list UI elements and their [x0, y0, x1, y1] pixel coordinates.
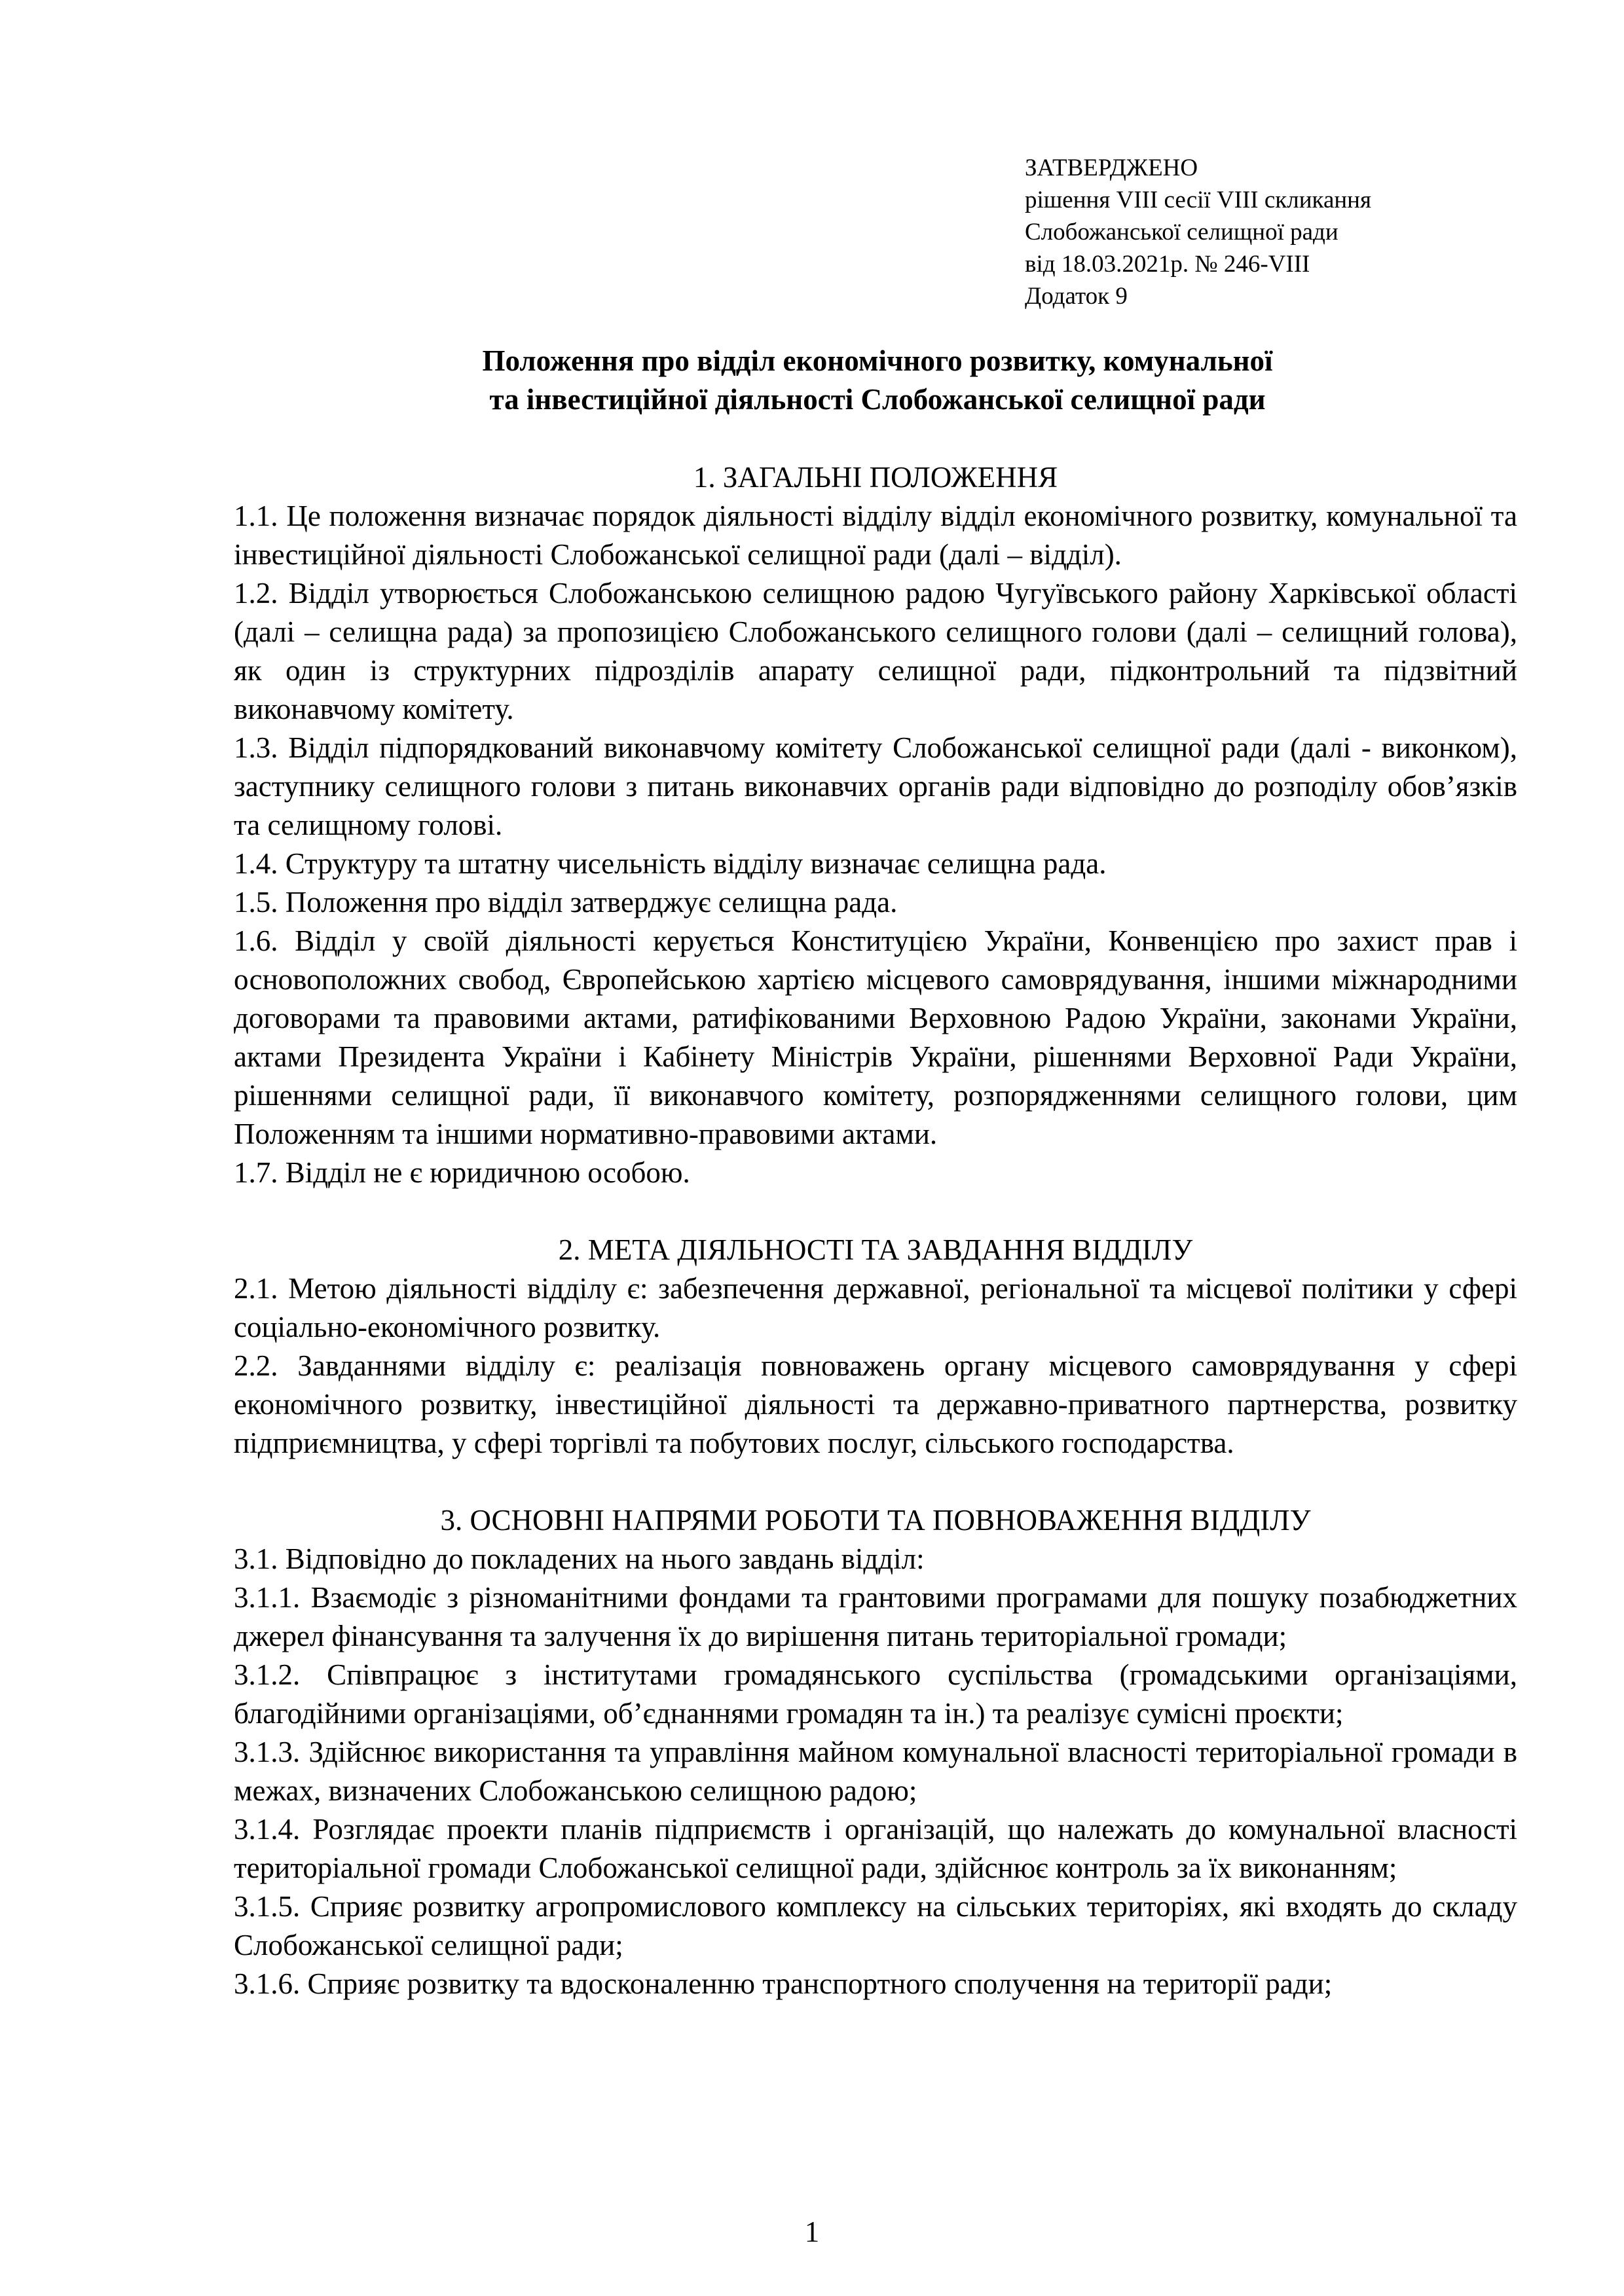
paragraph: 3.1.2. Співпрацює з інститутами громадянського суспільства (громадськими організаціями, благодійними організаціями, об’єднаннями громадян та ін.) та реалізує сумісні проєкти;	[234, 1658, 1517, 1730]
paragraph: 3.1.5. Сприяє розвитку агропромислового комплексу на сільських територіях, які входять до складу Слобожанської селищної ради;	[234, 1890, 1517, 1961]
paragraph: 2.2. Завданнями відділу є: реалізація повноважень органу місцевого самоврядування у сфері економічного розвитку, інвестиційної діяльності та державно-приватного партнерства, розвитку підприємництва, у сфері торгівлі та побутових послуг, сільського господарства.	[234, 1349, 1517, 1459]
document-title	[236, 342, 1519, 419]
approval-appendix: Додаток 9	[1025, 283, 1128, 310]
paragraph: 3.1. Відповідно до покладених на нього завдань відділ:	[234, 1542, 925, 1575]
paragraph: 3.1.6. Сприяє розвитку та вдосконаленню транспортного сполучення на території ради;	[234, 1967, 1333, 2000]
paragraph: 1.3. Відділ підпорядкований виконавчому комітету Слобожанської селищної ради (далі - виконком), заступнику селищного голови з питань виконавчих органів ради відповідно до розподілу обов’язків та селищному голові.	[234, 731, 1517, 841]
approval-label: ЗАТВЕРДЖЕНО	[1025, 155, 1198, 181]
paragraph: 3.1.1. Взаємодіє з різноманітними фондами та грантовими програмами для пошуку позабюджетних джерел фінансування та залучення їх до вирішення питань територіальної громади;	[234, 1581, 1517, 1652]
document-title-line: та інвестиційної діяльності Слобожанської селищної ради	[489, 383, 1266, 416]
approval-council: Слобожанської селищної ради	[1025, 219, 1338, 246]
approval-stamp	[1025, 152, 1549, 312]
section-spacer	[234, 1192, 1517, 1231]
section-spacer	[234, 1463, 1517, 1501]
approval-decision: рішення VIII сесії VIII скликання	[1025, 187, 1372, 213]
paragraph: 1.7. Відділ не є юридичною особою.	[234, 1156, 690, 1189]
section-heading: 2. МЕТА ДІЯЛЬНОСТІ ТА ЗАВДАННЯ ВІДДІЛУ	[558, 1233, 1193, 1266]
paragraph: 1.1. Це положення визначає порядок діяльності відділу відділ економічного розвитку, комунальної та інвестиційної діяльності Слобожанської селищної ради (далі – відділ).	[234, 500, 1517, 571]
paragraph: 1.6. Відділ у своїй діяльності керується Конституцією України, Конвенцією про захист прав і основоположних свобод, Європейською хартією місцевого самоврядування, іншими міжнародними договорами та правовими актами, ратифікованими Верховною Радою України, законами України, актами Президента України і Кабінету Міністрів України, рішеннями Верховної Ради України, рішеннями селищної ради, її виконавчого комітету, розпорядженнями селищного голови, цим Положенням та іншими нормативно-правовими актами.	[234, 924, 1517, 1150]
page-number: 1	[804, 2215, 820, 2248]
paragraph: 1.4. Структуру та штатну чисельність відділу визначає селищна рада.	[234, 847, 1107, 880]
approval-date-number: від 18.03.2021р. № 246-VIII	[1025, 251, 1310, 278]
document-title-line: Положення про відділ економічного розвитку, комунальної	[482, 344, 1273, 377]
section-heading: 3. ОСНОВНІ НАПРЯМИ РОБОТИ ТА ПОВНОВАЖЕННЯ ВІДДІЛУ	[440, 1504, 1311, 1537]
paragraph: 1.5. Положення про відділ затверджує селищна рада.	[234, 886, 898, 919]
paragraph: 3.1.3. Здійснює використання та управління майном комунальної власності територіальної громади в межах, визначених Слобожанською селищною радою;	[234, 1736, 1517, 1807]
paragraph: 1.2. Відділ утворюється Слобожанською селищною радою Чугуївського району Харківської області (далі – селищна рада) за пропозицією Слобожанського селищного голови (далі – селищний голова), як один із структурних підрозділів апарату селищної ради, підконтрольний та підзвітний виконавчому комітету.	[234, 577, 1517, 725]
paragraph: 2.1. Метою діяльності відділу є: забезпечення державної, регіональної та місцевої політики у сфері соціально-економічного розвитку.	[234, 1272, 1517, 1343]
paragraph: 3.1.4. Розглядає проекти планів підприємств і організацій, що належать до комунальної власності територіальної громади Слобожанської селищної ради, здійснює контроль за їх виконанням;	[234, 1813, 1517, 1884]
document-body	[234, 458, 1517, 2003]
section-heading: 1. ЗАГАЛЬНІ ПОЛОЖЕННЯ	[693, 461, 1058, 494]
